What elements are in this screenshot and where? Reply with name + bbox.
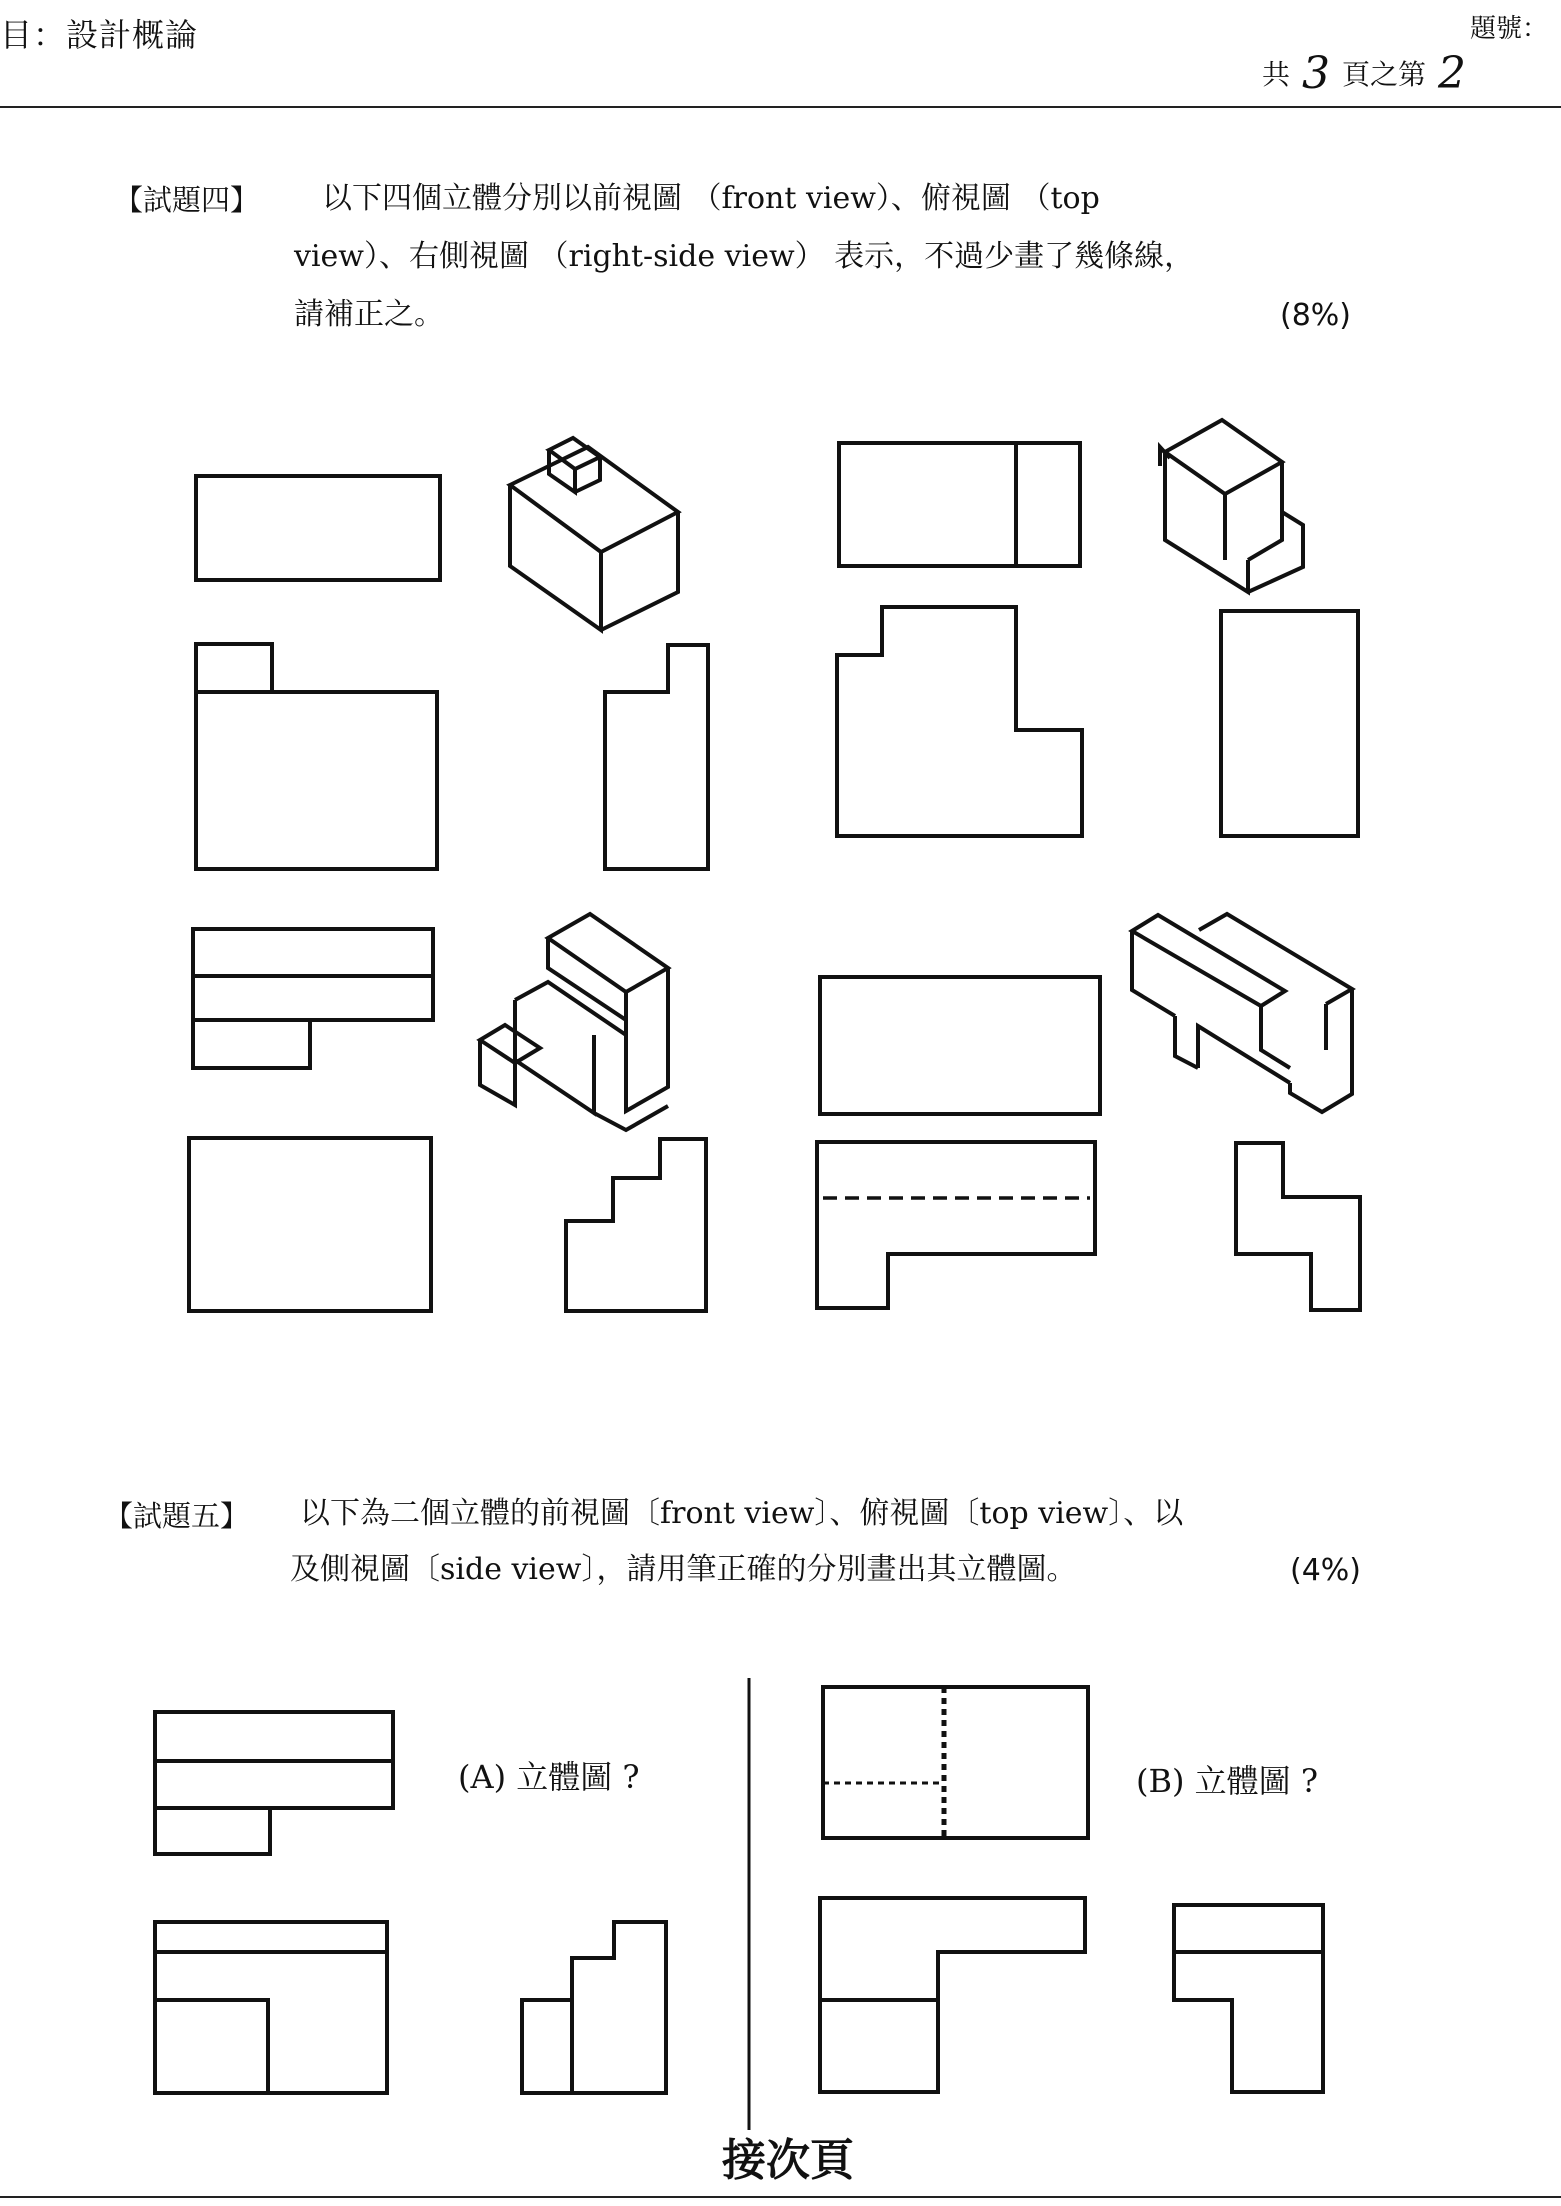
q4-obj4-isometric: [1132, 914, 1352, 1112]
q5-object-b-views: [820, 1687, 1323, 2092]
q4-obj3-top-view: [193, 929, 433, 1068]
q4-obj4-top-view: [820, 977, 1100, 1114]
q4-obj2-top-view: [839, 443, 1080, 566]
question-number-label: 題號：: [1470, 14, 1549, 44]
question5-line1: 以下為二個立體的前視圖〔front view〕、俯視圖〔top view〕、以: [300, 1496, 1184, 1531]
pages-prefix: 共: [1262, 58, 1291, 91]
exam-subject: 目：設計概論: [0, 16, 199, 54]
q5-a-front-view: [155, 1922, 387, 2093]
q4-obj4-front-view: [817, 1142, 1095, 1308]
q4-obj3-front-view: [189, 1138, 431, 1311]
q5-a-top-view: [155, 1712, 393, 1854]
question4-line2: view）、右側視圖 （right-side view） 表示，不過少畫了幾條線，: [294, 239, 1195, 274]
q4-object2-views: [837, 420, 1358, 836]
pages-middle: 頁之第: [1342, 58, 1427, 91]
question5-line2: 及側視圖〔side view〕，請用筆正確的分別畫出其立體圖。: [290, 1552, 1077, 1587]
q4-obj2-isometric: [1160, 420, 1303, 592]
next-page-note: 接次頁: [722, 2135, 854, 2186]
q4-obj2-front-view: [837, 607, 1082, 836]
q4-obj1-isometric: [510, 438, 678, 630]
q4-obj3-side-view: [566, 1139, 706, 1311]
q4-obj4-side-view: [1236, 1143, 1360, 1310]
q5-ask-b: (B) 立體圖 ?: [1136, 1762, 1318, 1800]
question4-points: (8%): [1280, 298, 1352, 333]
q4-obj1-top-view: [196, 476, 440, 580]
q4-object1-views: [196, 438, 708, 869]
question5-label: 【試題五】: [104, 1499, 250, 1533]
q5-ask-a: (A) 立體圖 ?: [458, 1758, 640, 1796]
pages-total: 3: [1302, 48, 1331, 99]
pages-current: 2: [1438, 48, 1467, 99]
footer-divider: [0, 2196, 1561, 2198]
q4-obj2-side-view: [1221, 611, 1358, 836]
q4-obj3-isometric: [480, 914, 668, 1130]
q5-a-side-view: [522, 1922, 666, 2093]
question5-points: (4%): [1290, 1553, 1362, 1588]
q4-obj1-front-view: [196, 644, 437, 869]
q4-obj1-side-view: [605, 645, 708, 869]
question4-line1: 以下四個立體分別以前視圖 （front view）、俯視圖 （top: [322, 181, 1100, 216]
question4-label: 【試題四】: [114, 183, 260, 217]
q4-object3-views: [189, 914, 706, 1311]
q5-b-top-view: [823, 1687, 1088, 1838]
question4-line3: 請補正之。: [294, 297, 444, 332]
q5-b-front-view: [820, 1898, 1085, 2092]
q5-b-side-view: [1174, 1905, 1323, 2092]
q4-object4-views: [817, 914, 1360, 1310]
